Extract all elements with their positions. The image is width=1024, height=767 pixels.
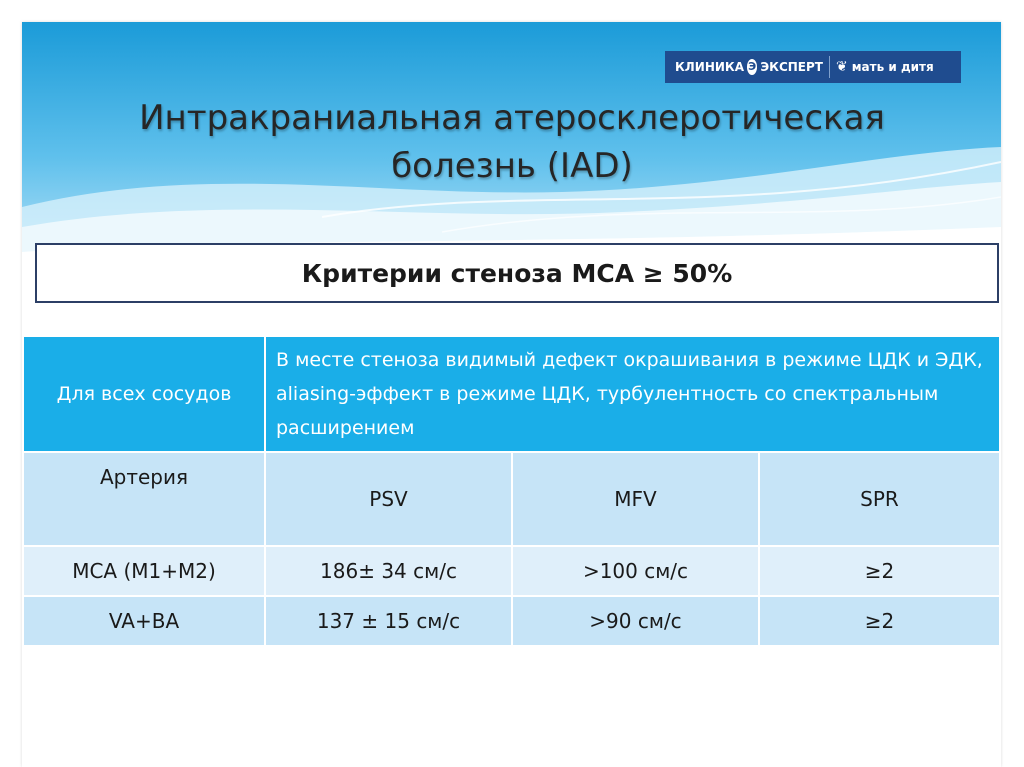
table-cell: >90 см/с [512, 596, 759, 646]
clinic-expert-logo [665, 59, 823, 75]
table-cell: ≥2 [759, 596, 1000, 646]
stenosis-criteria-table [22, 335, 1001, 647]
title-line-2: болезнь (IAD) [391, 146, 633, 186]
table-row [23, 546, 1000, 596]
logos-banner [665, 51, 961, 83]
table-cell: МСА (М1+М2) [23, 546, 265, 596]
mother-child-logo [836, 59, 934, 75]
column-header-spr: SPR [759, 452, 1000, 546]
logo-left-text-2: ЭКСПЕРТ [760, 60, 823, 74]
description-cell: В месте стеноза видимый дефект окрашивания в режиме ЦДК и ЭДК, aliasing-эффект в режиме ЦДК, турбулентность со спектральным расширением [265, 336, 1000, 452]
column-header-artery: Артерия [23, 452, 265, 546]
table-cell: VA+BA [23, 596, 265, 646]
logo-left-text-1: КЛИНИКА [675, 60, 744, 74]
column-header-psv: PSV [265, 452, 512, 546]
table-cell: ≥2 [759, 546, 1000, 596]
table-cell: 137 ± 15 см/с [265, 596, 512, 646]
column-header-row [23, 452, 1000, 546]
slide-title [82, 94, 942, 190]
criteria-heading: Критерии стеноза МСА ≥ 50% [35, 243, 999, 303]
all-vessels-cell: Для всех сосудов [23, 336, 265, 452]
table-cell: 186± 34 см/с [265, 546, 512, 596]
logo-divider [829, 56, 830, 78]
column-header-mfv: MFV [512, 452, 759, 546]
table-cell: >100 см/с [512, 546, 759, 596]
table-row [23, 596, 1000, 646]
slide [22, 22, 1001, 767]
title-line-1: Интракраниальная атеросклеротическая [139, 98, 885, 138]
expert-mark-icon: Э [748, 60, 757, 73]
mother-child-icon: ❦ [836, 59, 848, 75]
logo-right-text: мать и дитя [851, 60, 934, 74]
table-header-row [23, 336, 1000, 452]
